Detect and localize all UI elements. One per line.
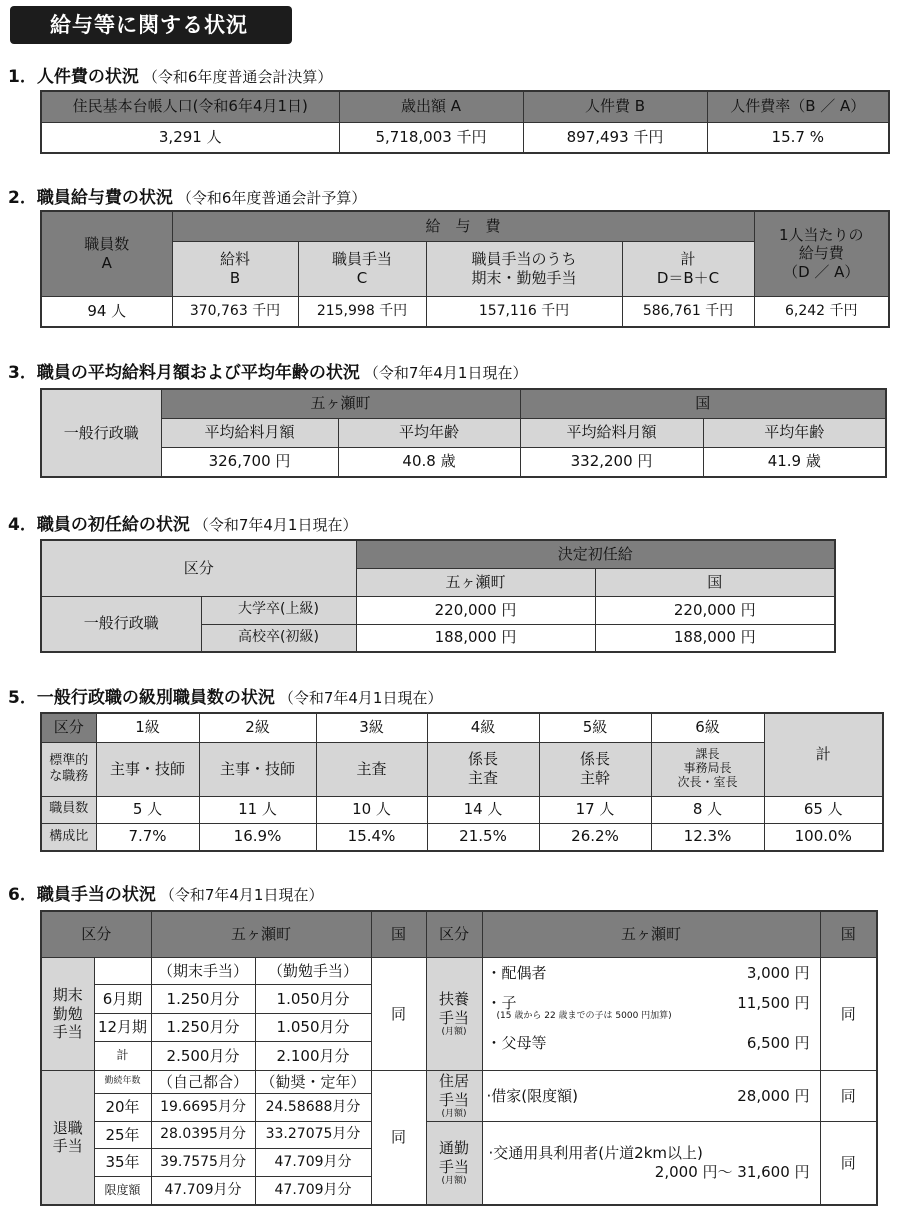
- retire-a-4: 47.709月分: [151, 1176, 255, 1205]
- header-salary: 給料 B: [172, 241, 298, 296]
- header-nation-avg-age: 平均年齢: [703, 418, 886, 447]
- commute-item: ·交通用具利用者(片道2km以上): [488, 1144, 703, 1163]
- ratio-grade-4: 21.5%: [427, 823, 539, 851]
- header-nation: 国: [595, 568, 835, 596]
- section-1-title: [8, 62, 332, 87]
- retire-years-header: 勤続年数: [94, 1070, 151, 1093]
- section-3-heading: 3．職員の平均給料月額および平均年齢の状況: [8, 363, 360, 383]
- header-personnel-cost: 人件費 B: [523, 91, 707, 122]
- header-kubun: 区分: [41, 713, 96, 742]
- bonus-a-1: 1.250月分: [151, 985, 255, 1014]
- salary-cost-table: [40, 210, 890, 328]
- commute-label: 通勤 手当 (月額): [426, 1122, 482, 1206]
- count-total: 65 人: [764, 796, 883, 823]
- count-grade-1: 5 人: [96, 796, 199, 823]
- header-per-person: 1人当たりの 給与費 （D ／ A）: [754, 211, 889, 296]
- header-town: 五ヶ瀬町: [356, 568, 595, 596]
- role-grade-6: 課長 事務局長 次長・室長: [651, 742, 764, 796]
- value-staff-count: 94 人: [41, 296, 172, 327]
- value-town-avg-salary: 326,700 円: [161, 447, 338, 477]
- section-5-subtitle: （令和7年4月1日現在）: [278, 689, 443, 707]
- header-personnel-ratio: 人件費率（B ／ A）: [707, 91, 889, 122]
- housing-label: 住居 手当 (月額): [426, 1070, 482, 1121]
- allowance-table: [40, 910, 878, 1206]
- value-nation-university: 220,000 円: [595, 596, 835, 624]
- section-2-title: [8, 183, 366, 208]
- bonus-b-3: 2.100月分: [255, 1042, 371, 1071]
- value-bonus: 157,116 千円: [426, 296, 622, 327]
- header-population: 住民基本台帳人口(令和6年4月1日): [41, 91, 339, 122]
- row-label-highschool: 高校卒(初級): [201, 624, 356, 652]
- personnel-cost-table: [40, 90, 890, 154]
- retire-col-b-header: （勧奨・定年）: [255, 1070, 371, 1093]
- family-child-note: (15 歳から 22 歳までの子は 5000 円加算): [496, 1010, 672, 1021]
- commute-amount: 2,000 円～ 31,600 円: [654, 1163, 810, 1181]
- value-personnel-cost: 897,493 千円: [523, 122, 707, 153]
- header-nation-avg-salary: 平均給料月額: [520, 418, 703, 447]
- section-2-heading: 2．職員給与費の状況: [8, 188, 173, 208]
- header-pay: 給 与 費: [172, 211, 754, 241]
- header-grade-2: 2級: [199, 713, 316, 742]
- housing-detail: [482, 1070, 820, 1121]
- bonus-label: 期末 勤勉 手当: [41, 957, 94, 1070]
- header-count: 職員数: [41, 796, 96, 823]
- section-3-subtitle: （令和7年4月1日現在）: [363, 364, 528, 382]
- ratio-grade-2: 16.9%: [199, 823, 316, 851]
- header-town-avg-age: 平均年齢: [338, 418, 520, 447]
- section-4-heading: 4．職員の初任給の状況: [8, 515, 190, 535]
- section-1-heading: 1．人件費の状況: [8, 67, 139, 87]
- section-1-subtitle: （令和6年度普通会計決算）: [142, 68, 333, 86]
- header-expenditure: 歳出額 A: [339, 91, 523, 122]
- bonus-b-2: 1.050月分: [255, 1013, 371, 1042]
- row-label-university: 大学卒(上級): [201, 596, 356, 624]
- starting-salary-table: [40, 539, 836, 653]
- family-label: 扶養 手当 (月額): [426, 957, 482, 1070]
- section-6-heading: 6．職員手当の状況: [8, 885, 156, 905]
- family-child-amount: 11,500 円: [737, 993, 810, 1012]
- header-ratio: 構成比: [41, 823, 96, 851]
- value-town-avg-age: 40.8 歳: [338, 447, 520, 477]
- family-spouse: ・配偶者: [486, 963, 547, 982]
- count-grade-5: 17 人: [539, 796, 651, 823]
- header-grade-1: 1級: [96, 713, 199, 742]
- count-grade-2: 11 人: [199, 796, 316, 823]
- retire-b-4: 47.709月分: [255, 1176, 371, 1205]
- page-banner: 給与等に関する状況: [10, 6, 292, 44]
- role-grade-1: 主事・技師: [96, 742, 199, 796]
- header-total: 計 D＝B＋C: [622, 241, 754, 296]
- header-grade-6: 6級: [651, 713, 764, 742]
- header-total: 計: [764, 713, 883, 796]
- role-grade-5: 係長 主幹: [539, 742, 651, 796]
- count-grade-3: 10 人: [316, 796, 427, 823]
- header-role: 標準的 な職務: [41, 742, 96, 796]
- retire-col-a-header: （自己都合）: [151, 1070, 255, 1093]
- bonus-nation: 同: [371, 957, 426, 1070]
- value-per-person: 6,242 千円: [754, 296, 889, 327]
- family-spouse-amount: 3,000 円: [746, 963, 810, 982]
- role-grade-4: 係長 主査: [427, 742, 539, 796]
- count-grade-6: 8 人: [651, 796, 764, 823]
- retire-years-1: 20年: [94, 1094, 151, 1122]
- role-grade-3: 主査: [316, 742, 427, 796]
- retire-a-2: 28.0395月分: [151, 1122, 255, 1149]
- section-4-subtitle: （令和7年4月1日現在）: [193, 516, 358, 534]
- ratio-grade-6: 12.3%: [651, 823, 764, 851]
- ratio-grade-5: 26.2%: [539, 823, 651, 851]
- commute-detail: [482, 1122, 820, 1206]
- header-town-avg-salary: 平均給料月額: [161, 418, 338, 447]
- retire-a-1: 19.6695月分: [151, 1094, 255, 1122]
- retire-b-3: 47.709月分: [255, 1149, 371, 1176]
- value-personnel-ratio: 15.7 %: [707, 122, 889, 153]
- ratio-total: 100.0%: [764, 823, 883, 851]
- bonus-period-1: 6月期: [94, 985, 151, 1014]
- bonus-period-2: 12月期: [94, 1013, 151, 1042]
- section-4-title: [8, 510, 357, 535]
- family-detail: [482, 957, 820, 1070]
- header-kubun-right: 区分: [426, 911, 482, 957]
- header-town-right: 五ヶ瀬町: [482, 911, 820, 957]
- header-grade-5: 5級: [539, 713, 651, 742]
- section-6-title: [8, 880, 323, 905]
- header-kubun-left: 区分: [41, 911, 151, 957]
- role-grade-2: 主事・技師: [199, 742, 316, 796]
- value-expenditure: 5,718,003 千円: [339, 122, 523, 153]
- header-staff-count: 職員数 A: [41, 211, 172, 296]
- ratio-grade-1: 7.7%: [96, 823, 199, 851]
- bonus-a-2: 1.250月分: [151, 1013, 255, 1042]
- housing-amount: 28,000 円: [737, 1086, 810, 1105]
- section-2-subtitle: （令和6年度普通会計予算）: [176, 189, 367, 207]
- section-3-title: [8, 358, 527, 383]
- retire-nation: 同: [371, 1070, 426, 1205]
- header-town: 五ヶ瀬町: [161, 389, 520, 418]
- retire-label: 退職 手当: [41, 1070, 94, 1205]
- header-town-left: 五ヶ瀬町: [151, 911, 371, 957]
- retire-years-3: 35年: [94, 1149, 151, 1176]
- header-bonus: 職員手当のうち 期末・勤勉手当: [426, 241, 622, 296]
- value-total: 586,761 千円: [622, 296, 754, 327]
- value-town-university: 220,000 円: [356, 596, 595, 624]
- value-allowance: 215,998 千円: [298, 296, 426, 327]
- section-5-heading: 5．一般行政職の級別職員数の状況: [8, 688, 275, 708]
- retire-a-3: 39.7575月分: [151, 1149, 255, 1176]
- header-allowance: 職員手当 C: [298, 241, 426, 296]
- bonus-period-header: [94, 957, 151, 984]
- row-label-general: 一般行政職: [41, 596, 201, 652]
- value-population: 3,291 人: [41, 122, 339, 153]
- header-grade-4: 4級: [427, 713, 539, 742]
- retire-years-2: 25年: [94, 1122, 151, 1149]
- header-nation-left: 国: [371, 911, 426, 957]
- value-nation-highschool: 188,000 円: [595, 624, 835, 652]
- value-salary: 370,763 千円: [172, 296, 298, 327]
- value-nation-avg-age: 41.9 歳: [703, 447, 886, 477]
- retire-b-2: 33.27075月分: [255, 1122, 371, 1149]
- bonus-b-1: 1.050月分: [255, 985, 371, 1014]
- bonus-col-a-header: （期末手当）: [151, 957, 255, 984]
- row-label-general: 一般行政職: [41, 389, 161, 477]
- header-kubun: 区分: [41, 540, 356, 596]
- family-nation: 同: [820, 957, 877, 1070]
- housing-nation: 同: [820, 1070, 877, 1121]
- header-grade-3: 3級: [316, 713, 427, 742]
- family-parent: ・父母等: [486, 1033, 547, 1052]
- count-grade-4: 14 人: [427, 796, 539, 823]
- bonus-a-3: 2.500月分: [151, 1042, 255, 1071]
- bonus-col-b-header: （勤勉手当）: [255, 957, 371, 984]
- housing-item: ·借家(限度額): [486, 1086, 579, 1105]
- value-town-highschool: 188,000 円: [356, 624, 595, 652]
- value-nation-avg-salary: 332,200 円: [520, 447, 703, 477]
- grade-staff-table: [40, 712, 884, 852]
- section-6-subtitle: （令和7年4月1日現在）: [159, 886, 324, 904]
- average-salary-table: [40, 388, 887, 478]
- commute-nation: 同: [820, 1122, 877, 1206]
- family-child: ・子: [486, 993, 517, 1012]
- retire-b-1: 24.58688月分: [255, 1094, 371, 1122]
- header-nation-right: 国: [820, 911, 877, 957]
- section-5-title: [8, 683, 442, 708]
- family-parent-amount: 6,500 円: [746, 1033, 810, 1052]
- ratio-grade-3: 15.4%: [316, 823, 427, 851]
- header-decided: 決定初任給: [356, 540, 835, 568]
- bonus-period-3: 計: [94, 1042, 151, 1071]
- header-nation: 国: [520, 389, 886, 418]
- retire-years-4: 限度額: [94, 1176, 151, 1205]
